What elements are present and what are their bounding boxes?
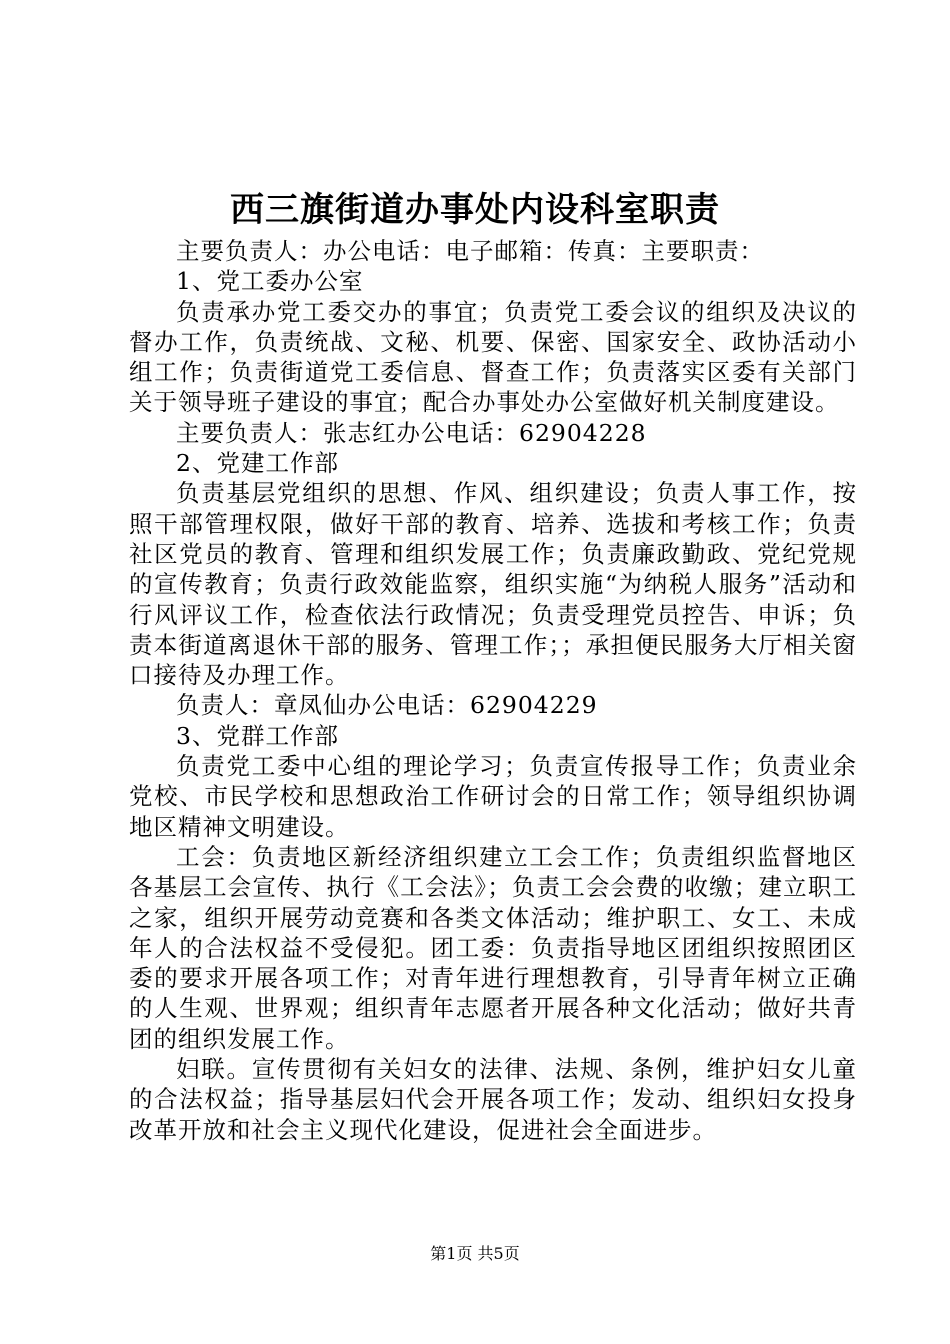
contact-line-party-building: 负责人：章凤仙办公电话：62904229 [176,691,598,720]
paragraph-union-duties: 工会：负责地区新经济组织建立工会工作；负责组织监督地区各基层工会宣传、执行《工会法》；负责工会会费的收缴；建立职工之家，组织开展劳动竞赛和各类文体活动；维护职工、女工、未成年人的合法权益不受侵犯。团工委：负责指导地区团组织按照团区委的要求开展各项工作；对青年进行理想教育，引导青年树立正确的人生观、世界观；组织青年志愿者开展各种文化活动；做好共青团的组织发展工作。 [129,842,857,1053]
contact-line-general: 主要负责人：办公电话：电子邮箱：传真：主要职责： [176,237,764,265]
page-number-footer: 第1页 共5页 [430,1244,520,1263]
section-heading-party-building: 2、党建工作部 [176,449,339,478]
paragraph-womens-federation-duties: 妇联。宣传贯彻有关妇女的法律、法规、条例，维护妇女儿童的合法权益；指导基层妇代会开展各项工作；发动、组织妇女投身改革开放和社会主义现代化建设，促进社会全面进步。 [129,1055,857,1144]
document-body [129,236,857,1145]
section-heading-party-office: 1、党工委办公室 [176,267,364,296]
paragraph-party-mass-duties: 负责党工委中心组的理论学习；负责宣传报导工作；负责业余党校、市民学校和思想政治工作研讨会的日常工作；领导组织协调地区精神文明建设。 [129,752,857,841]
section-heading-party-mass: 3、党群工作部 [176,721,339,750]
paragraph-party-building-duties: 负责基层党组织的思想、作风、组织建设；负责人事工作，按照干部管理权限，做好干部的教育、培养、选拔和考核工作；负责社区党员的教育、管理和组织发展工作；负责廉政勤政、党纪党规的宣传教育；负责行政效能监察，组织实施“为纳税人服务”活动和行风评议工作，检查依法行政情况；负责受理党员控告、申诉；负责本街道离退休干部的服务、管理工作；；承担便民服务大厅相关窗口接待及办理工作。 [129,479,857,690]
paragraph-party-office-duties: 负责承办党工委交办的事宜；负责党工委会议的组织及决议的督办工作，负责统战、文秘、机要、保密、国家安全、政协活动小组工作；负责街道党工委信息、督查工作；负责落实区委有关部门关于领导班子建设的事宜；配合办事处办公室做好机关制度建设。 [129,297,857,417]
document-title: 西三旗街道办事处内设科室职责 [230,190,720,230]
contact-line-party-office: 主要负责人：张志红办公电话：62904228 [176,418,647,447]
